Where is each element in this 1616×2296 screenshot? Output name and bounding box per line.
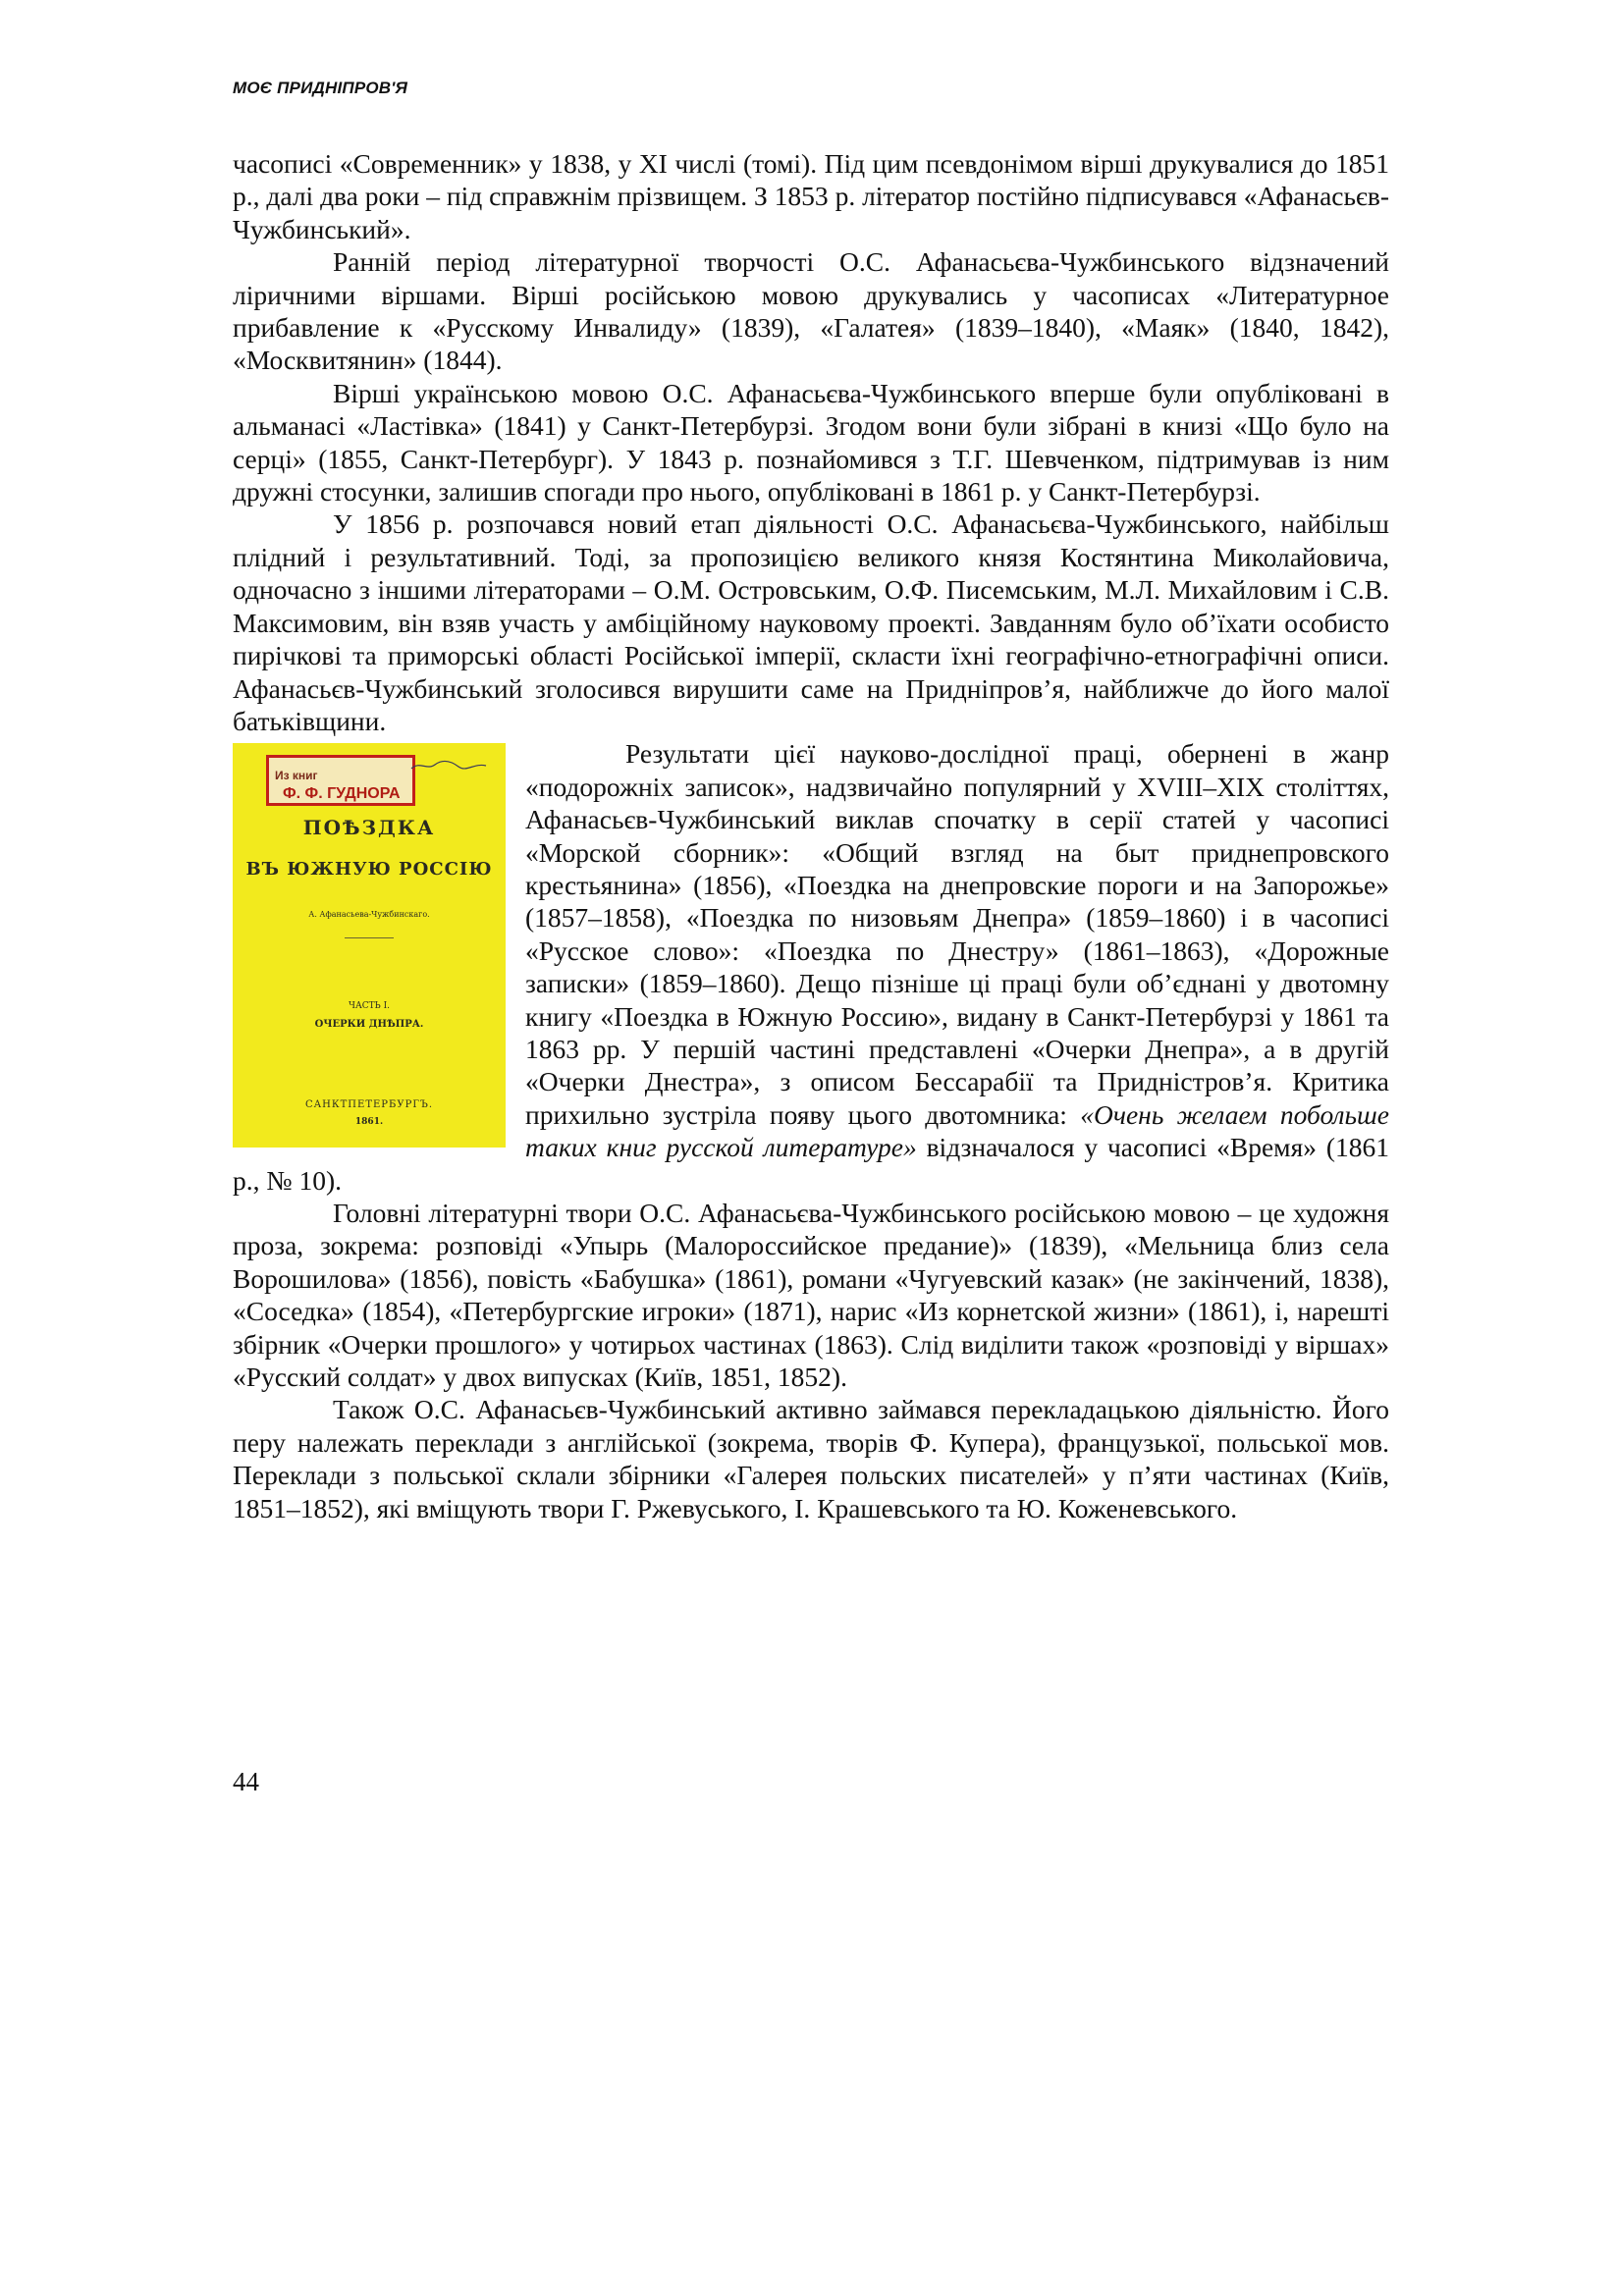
- running-header: МОЄ ПРИДНІПРОВ'Я: [233, 79, 408, 97]
- cover-title-line-1: ПОѢЗДКА: [302, 816, 436, 840]
- paragraph-3: Вірші українською мовою О.С. Афанасьєва-Чужбинського вперше були опубліковані в альманасі «Ластівка» (1841) у Санкт-Петербурзі. Згодом вони були зібрані в книзі «Що було на серці» (1855, Санкт-Петербург). У 1843 р. познайомився з Т.Г. Шевченком, підтримував із ним дружні стосунки, залишив спогади про нього, опубліковані в 1861 р. у Санкт-Петербурзі.: [233, 377, 1389, 507]
- cover-subtitle: ОЧЕРКИ ДНѢПРА.: [314, 1019, 424, 1031]
- paragraph-5-quote: «Очень желаем побольше таких книг русской литературе»: [525, 1098, 1389, 1163]
- paragraph-1: часописі «Современник» у 1838, у XI числі (томі). Під цим псевдонімом вірші друкувалися до 1851 р., далі два роки – під справжнім прізвищем. З 1853 р. літератор постійно підписувався «Афанасьєв-Чужбинський».: [233, 148, 1389, 244]
- page-number: 44: [233, 1767, 259, 1796]
- cover-author: А. Афанасьева-Чужбинскаго.: [308, 910, 430, 920]
- cover-year: 1861.: [354, 1117, 384, 1128]
- cover-title-line-2: ВЪ ЮЖНУЮ РОССІЮ: [245, 859, 493, 881]
- paragraph-5-tail: відзначалося у часописі «Время» (1861 р., № 10).: [233, 1132, 1389, 1196]
- cover-part: ЧАСТЬ I.: [348, 1001, 390, 1012]
- paragraph-6: Головні літературні твори О.С. Афанасьєва-Чужбинського російською мовою – це художня проза, зокрема: розповіді «Упырь (Малороссийское предание)» (1839), «Мельница близ села Ворошилова» (1856), повість «Бабушка» (1861), романи «Чугуевский казак» (не закінчений, 1838), «Соседка» (1854), «Петербургские игроки» (1871), нарис «Из корнетской жизни» (1861), і, нарешті збірник «Очерки прошлого» у чотирьох частинах (1863). Слід виділити також «розповіді у віршах» «Русский солдат» у двох випусках (Київ, 1851, 1852).: [233, 1198, 1389, 1393]
- cover-city: САНКТПЕТЕРБУРГЪ.: [304, 1099, 434, 1111]
- stamp-text-owner: Ф. Ф. ГУДНОРА: [283, 785, 401, 803]
- paragraph-2: Ранній період літературної творчості О.С. Афанасьєва-Чужбинського відзначений ліричними віршами. Вірші російською мовою друкувались у часописах «Литературное прибавление к «Русскому Инвалиду» (1839), «Галатея» (1839–1840), «Маяк» (1840, 1842), «Москвитянин» (1844).: [233, 246, 1389, 376]
- paragraph-7: Також О.С. Афанасьєв-Чужбинський активно займався перекладацькою діяльністю. Його перу належать переклади з англійської (зокрема, творів Ф. Купера), французької, польської мов. Переклади з польської склали збірники «Галерея польских писателей» у п’яти частинах (Київ, 1851–1852), які вміщують твори Г. Ржевуського, І. Крашевського та Ю. Коженевського.: [233, 1394, 1389, 1523]
- body-text: [233, 147, 1389, 1524]
- handwritten-inscription: [409, 757, 488, 774]
- cover-divider: [345, 937, 394, 938]
- library-stamp: [266, 755, 415, 806]
- paragraph-5-main: Результати цієї науково-дослідної праці, обернені в жанр «подорожніх записок», надзвичайно популярний у XVIII–XIX століттях, Афанасьєв-Чужбинський виклав спочатку в серії статей у часописі «Морской сборник»: «Общий взгляд на быт приднепровского крестьянина» (1856), «Поездка на днепровские пороги и на Запорожье» (1857–1858), «Поездка по низовьям Днепра» (1859–1860) і в часописі «Русское слово»: «Поездка по Днестру» (1861–1863), «Дорожные записки» (1859–1860). Дещо пізніше ці праці були об’єднані у двотомну книгу «Поездка в Южную Россию», видану в Санкт-Петербурзі у 1861 та 1863 рр. У першій частині представлені «Очерки Днепра», а в другій «Очерки Днестра», з описом Бессарабії та Придністров’я. Критика прихильно зустріла появу цього двотомника:: [525, 738, 1389, 1130]
- book-cover-image: [233, 743, 506, 1148]
- paragraph-4: У 1856 р. розпочався новий етап діяльності О.С. Афанасьєва-Чужбинського, найбільш плідний і результативний. Тоді, за пропозицією великого князя Костянтина Миколайовича, одночасно з іншими літераторами – О.М. Островським, О.Ф. Писемським, М.Л. Михайловим і С.В. Максимовим, він взяв участь у амбіційному науковому проекті. Завданням було об’їхати особисто пирічкові та приморські області Російської імперії, скласти їхні географічно-етнографічні описи. Афанасьєв-Чужбинський зголосився вирушити саме на Придніпров’я, найближче до його малої батьківщини.: [233, 508, 1389, 736]
- stamp-text-top: Из книг: [275, 769, 318, 783]
